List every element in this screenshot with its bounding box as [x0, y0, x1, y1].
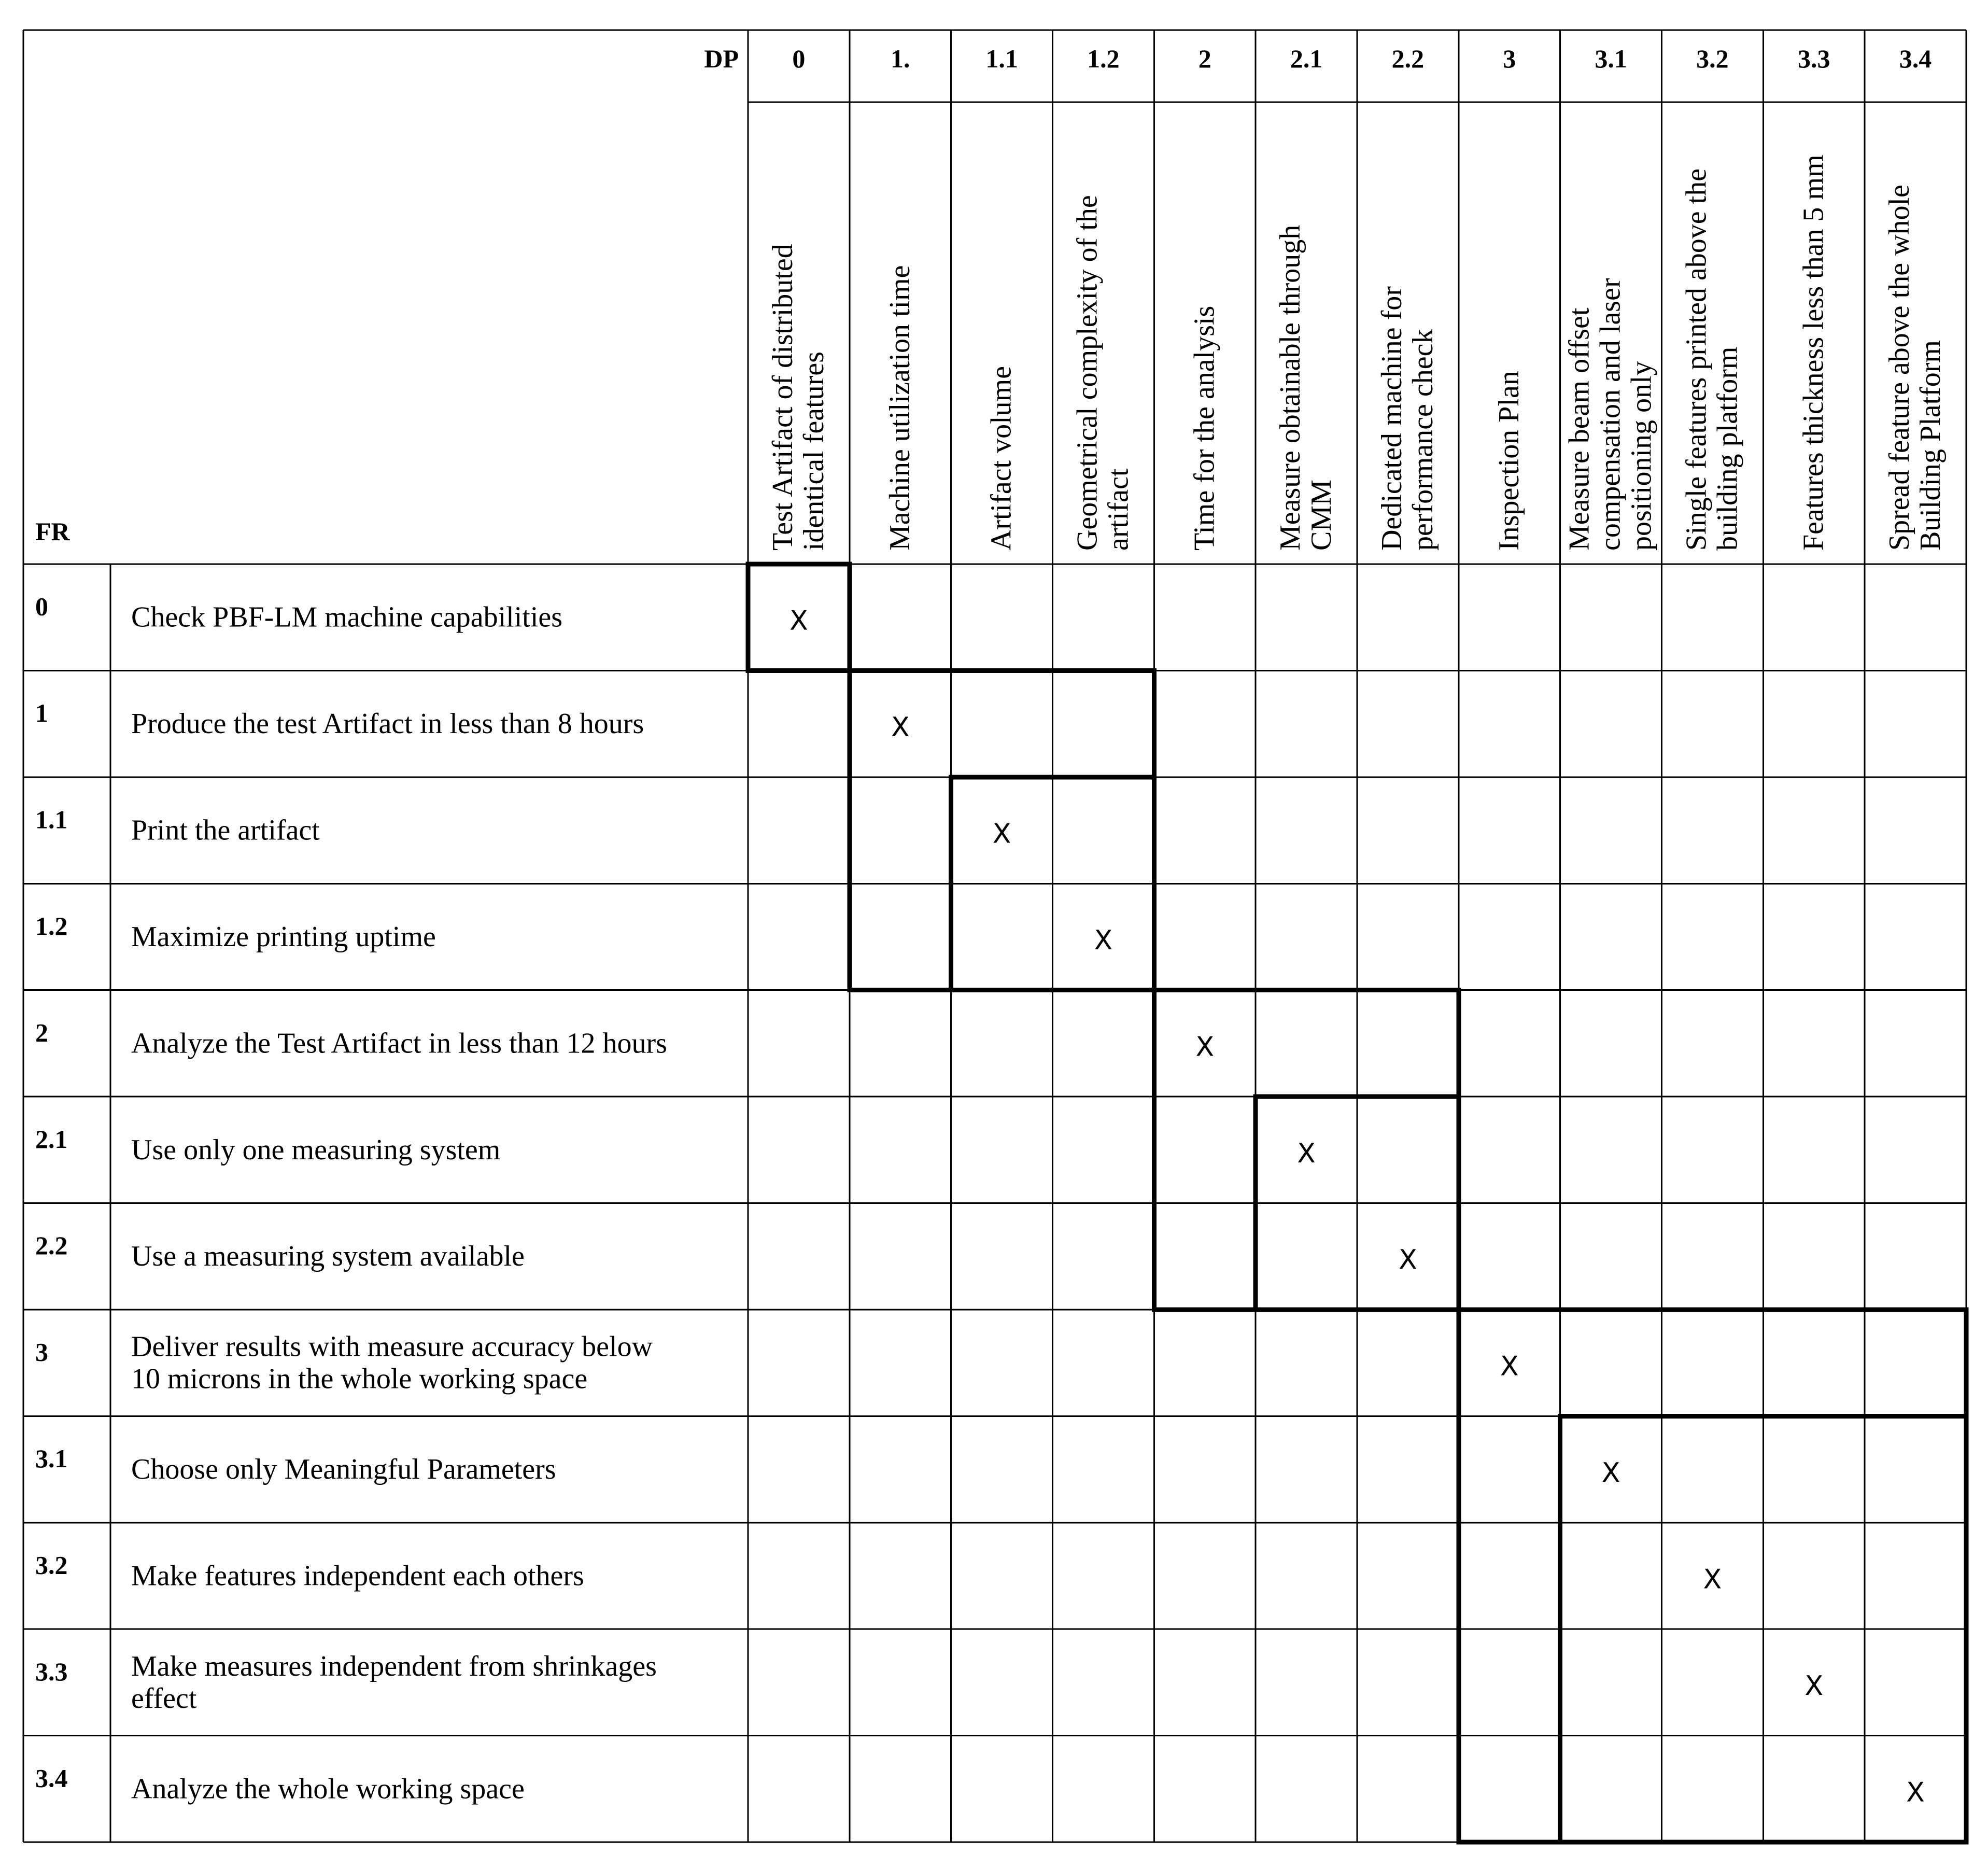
dp-label — [1071, 195, 1134, 551]
fr-description-line: Choose only Meaningful Parameters — [131, 1453, 556, 1486]
matrix-mark-x: X — [1094, 924, 1113, 956]
fr-description-line: Make features independent each others — [131, 1560, 584, 1592]
matrix-mark-x: X — [1703, 1564, 1722, 1595]
dp-number: 0 — [792, 44, 806, 73]
dp-label-line: Building Platform — [1914, 340, 1947, 551]
dp-label-line: identical features — [797, 351, 830, 551]
fr-description — [131, 1773, 525, 1805]
fr-description — [131, 921, 436, 953]
dp-label-line: Machine utilization time — [883, 265, 916, 551]
fr-number: 1 — [35, 698, 48, 728]
fr-number: 0 — [35, 592, 48, 621]
dp-label-line: artifact — [1102, 468, 1135, 551]
fr-description-line: 10 microns in the whole working space — [131, 1363, 588, 1395]
dp-number: 2.2 — [1391, 44, 1425, 73]
fr-description-line: Maximize printing uptime — [131, 920, 436, 953]
dp-label — [884, 265, 916, 551]
fr-number: 1.1 — [35, 805, 68, 834]
dp-label-line: Test Artifact of distributed — [766, 244, 799, 551]
dp-label — [1883, 185, 1947, 551]
dp-label — [1274, 225, 1337, 551]
dp-number: 2 — [1198, 44, 1211, 73]
fr-description — [131, 601, 562, 634]
fr-description — [131, 1134, 500, 1166]
fr-description — [131, 708, 644, 740]
fr-number: 2 — [35, 1018, 48, 1047]
fr-number: 3.2 — [35, 1550, 68, 1580]
matrix-mark-x: X — [1399, 1244, 1417, 1276]
dp-label-line: positioning only — [1625, 361, 1658, 551]
fr-description — [131, 1240, 525, 1272]
functional-requirement-rows — [35, 592, 667, 1805]
dp-label-line: CMM — [1305, 480, 1338, 551]
table-header — [35, 44, 739, 546]
fr-description-line: Use a measuring system available — [131, 1240, 525, 1273]
dp-number: 1.2 — [1087, 44, 1120, 73]
fr-description — [131, 1560, 584, 1592]
dp-axis-label: DP — [704, 44, 739, 73]
fr-description-line: Make measures independent from shrinkages — [131, 1650, 657, 1682]
matrix-mark-x: X — [1297, 1138, 1316, 1169]
dp-label-line: Single features printed above the — [1680, 168, 1713, 551]
fr-axis-label: FR — [35, 517, 70, 546]
fr-description-line: Check PBF-LM machine capabilities — [131, 601, 563, 634]
fr-description-line: Use only one measuring system — [131, 1133, 501, 1166]
matrix-mark-x: X — [1195, 1031, 1215, 1063]
dp-label — [985, 366, 1018, 551]
dp-label-line: Measure obtainable through — [1274, 224, 1307, 551]
dp-label — [1188, 306, 1220, 551]
dp-number: 1.1 — [985, 44, 1018, 73]
dp-label-line: Spread feature above the whole — [1883, 185, 1916, 551]
dp-label-line: Geometrical complexity of the — [1071, 195, 1104, 551]
fr-description-line: Analyze the Test Artifact in less than 12 hours — [131, 1027, 667, 1060]
matrix-mark-x: X — [1601, 1457, 1620, 1489]
fr-description-line: effect — [131, 1682, 197, 1715]
matrix-mark-x: X — [891, 712, 910, 743]
dp-label-line: compensation and laser — [1594, 278, 1627, 551]
fr-number: 3.3 — [35, 1657, 68, 1686]
dp-label-line: Dedicated machine for — [1375, 286, 1408, 551]
dp-number: 3.4 — [1899, 44, 1932, 73]
dp-label — [1493, 371, 1525, 551]
fr-description — [131, 1650, 657, 1715]
dp-label — [1376, 286, 1439, 551]
dp-label — [1797, 155, 1829, 551]
dp-label-line: Inspection Plan — [1492, 371, 1525, 551]
dp-label-line: Features thickness less than 5 mm — [1797, 155, 1830, 551]
dp-label-line: Time for the analysis — [1188, 305, 1221, 551]
fr-number: 3 — [35, 1337, 48, 1367]
dp-number: 2.1 — [1290, 44, 1323, 73]
matrix-mark-x: X — [789, 605, 808, 637]
dp-number: 3.3 — [1798, 44, 1830, 73]
dp-label — [1680, 169, 1743, 551]
fr-number: 2.1 — [35, 1124, 68, 1154]
fr-description-line: Print the artifact — [131, 814, 320, 847]
dp-label-line: building platform — [1711, 346, 1744, 551]
dp-label-line: performance check — [1406, 329, 1439, 551]
dp-label — [1563, 278, 1658, 551]
matrix-mark-x: X — [992, 818, 1011, 850]
fr-description — [131, 1331, 653, 1395]
fr-number: 2.2 — [35, 1231, 68, 1260]
fr-description-line: Analyze the whole working space — [131, 1773, 525, 1805]
dp-number: 1. — [891, 44, 910, 73]
fr-number: 3.1 — [35, 1444, 68, 1473]
matrix-mark-x: X — [1804, 1670, 1824, 1702]
fr-number: 1.2 — [35, 911, 68, 940]
dp-label-line: Artifact volume — [985, 366, 1018, 551]
fr-description-line: Deliver results with measure accuracy below — [131, 1330, 653, 1363]
dp-label-line: Measure beam offset — [1563, 307, 1596, 551]
dp-number: 3 — [1503, 44, 1516, 73]
fr-description — [131, 815, 320, 847]
dp-number: 3.2 — [1696, 44, 1729, 73]
fr-description — [131, 1453, 556, 1485]
fr-number: 3.4 — [35, 1763, 68, 1793]
matrix-mark-x: X — [1906, 1777, 1925, 1808]
dp-number: 3.1 — [1595, 44, 1627, 73]
fr-description — [131, 1027, 667, 1059]
dp-label — [767, 244, 830, 551]
fr-description-line: Produce the test Artifact in less than 8 hours — [131, 708, 644, 740]
matrix-mark-x: X — [1500, 1351, 1519, 1382]
